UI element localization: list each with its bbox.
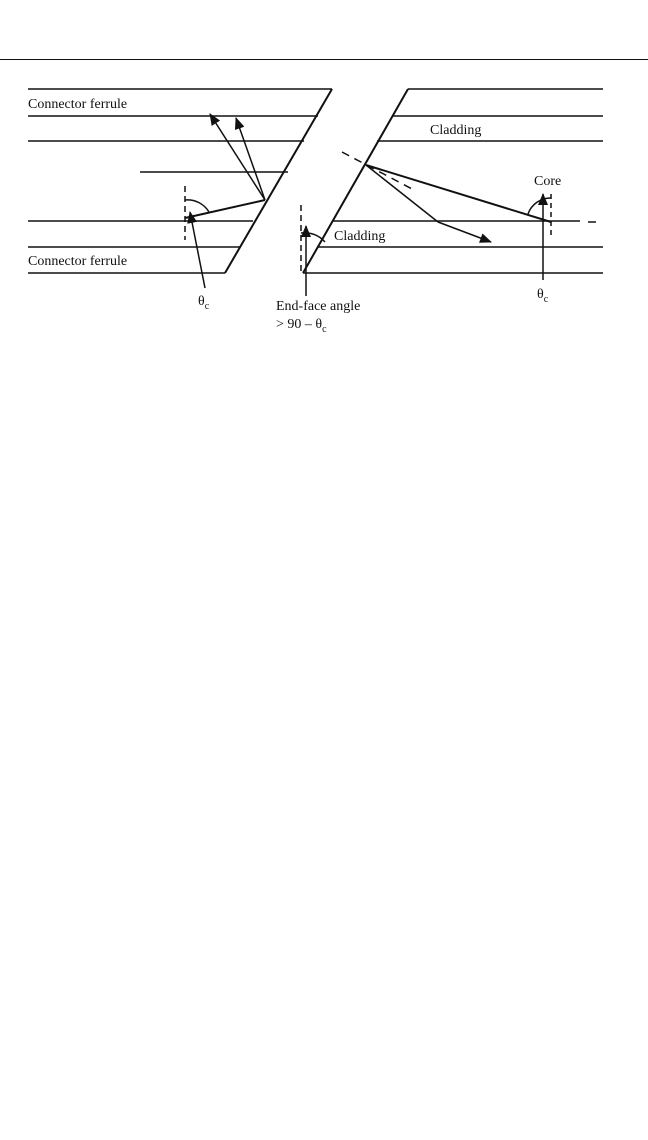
left-rays	[185, 114, 265, 288]
cladding-label-mid: Cladding	[334, 229, 386, 244]
ferrule-label-bottom: Connector ferrule	[28, 254, 128, 269]
end-face-angle-prefix: > 90 – θ	[276, 317, 323, 332]
theta-symbol: θ	[198, 294, 205, 309]
right-rays	[301, 152, 551, 296]
left-reflected-ray-2	[236, 118, 265, 200]
right-refracted-ray-2	[438, 222, 491, 242]
end-face-angle-label-line1: End-face angle	[276, 299, 361, 314]
theta-c-label-right	[537, 287, 549, 305]
right-theta-arc	[528, 198, 551, 214]
ferrule-label-top: Connector ferrule	[28, 97, 128, 112]
theta-c-label-left	[198, 294, 210, 312]
right-refracted-ray-1	[366, 165, 438, 222]
left-fiber	[28, 89, 332, 273]
theta-symbol: θ	[537, 287, 544, 302]
cladding-label-top: Cladding	[430, 123, 482, 138]
angled-connector-diagram	[0, 60, 648, 340]
left-reflected-ray-1	[210, 114, 265, 200]
end-face-angle-label-line2	[276, 317, 327, 335]
left-theta-arc	[185, 200, 209, 212]
left-theta-pointer	[190, 212, 205, 288]
theta-subscript: c	[204, 301, 210, 312]
right-incident-ray	[366, 165, 551, 222]
theta-subscript: c	[543, 294, 549, 305]
core-label: Core	[534, 174, 562, 189]
left-incident-ray	[185, 200, 265, 218]
right-angled-end-face	[303, 89, 408, 273]
end-face-angle-subscript: c	[322, 324, 327, 335]
